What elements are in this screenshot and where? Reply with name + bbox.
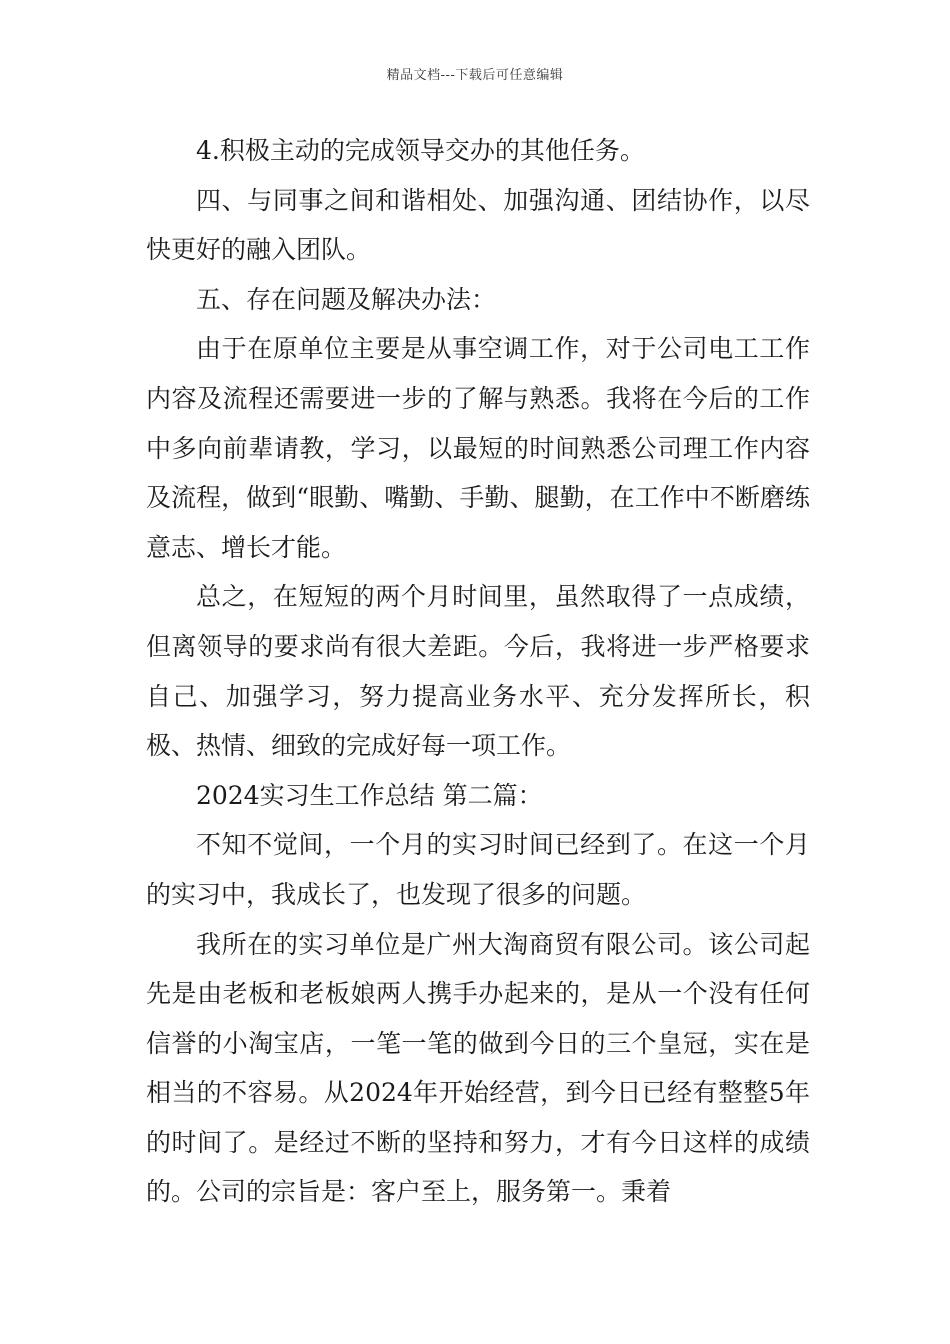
paragraph-problems: 由于在原单位主要是从事空调工作，对于公司电工工作内容及流程还需要进一步的了解与熟悉。我将在今后的工作中多向前辈请教，学习，以最短的时间熟悉公司理工作内容及流程，做到“眼勤、嘴勤、手勤、腿勤，在工作中不断磨练意志、增长才能。 <box>146 334 810 562</box>
document-body <box>146 126 810 1217</box>
page-header: 精品文档---下载后可任意编辑 <box>386 68 564 83</box>
paragraph-summary: 总之，在短短的两个月时间里，虽然取得了一点成绩，但离领导的要求尚有很大差距。今后，我将进一步严格要求自己、加强学习，努力提高业务水平、充分发挥所长，积极、热情、细致的完成好每一项工作。 <box>146 582 810 761</box>
paragraph-company: 我所在的实习单位是广州大淘商贸有限公司。该公司起先是由老板和老板娘两人携手办起来的，是从一个没有任何信誉的小淘宝店，一笔一笔的做到今日的三个皇冠，实在是相当的不容易。从2024年开始经营，到今日已经有整整5年的时间了。是经过不断的坚持和努力，才有今日这样的成绩的。公司的宗旨是：客户至上，服务第一。秉着 <box>146 929 810 1207</box>
paragraph-task-item: 4.积极主动的完成领导交办的其他任务。 <box>196 136 645 165</box>
paragraph-section-four: 四、与同事之间和谐相处、加强沟通、团结协作，以尽快更好的融入团队。 <box>146 185 810 265</box>
paragraph-intro: 不知不觉间，一个月的实习时间已经到了。在这一个月的实习中，我成长了，也发现了很多的问题。 <box>146 830 810 909</box>
paragraph-second-part-title: 2024实习生工作总结 第二篇： <box>196 780 543 810</box>
paragraph-section-five-heading: 五、存在问题及解决办法： <box>196 284 497 314</box>
